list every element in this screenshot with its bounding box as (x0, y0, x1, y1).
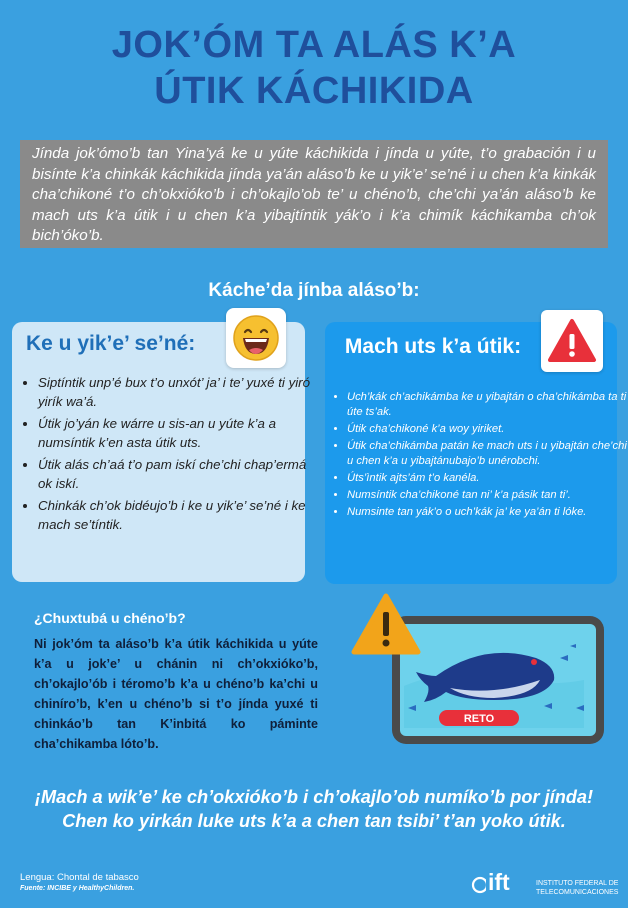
list-item: • Útik cha’chikámba patán ke mach uts i u yibajtán che’chi u chen k’a u yibajtánubajo’b unérobchi. (347, 439, 627, 469)
list-item: • Uch’kák ch’achikámba ke u yibajtán o cha’chikámba ta ti úte ts’ak. (347, 390, 627, 420)
logo-line-2: TELECOMUNICACIONES (536, 888, 619, 896)
list-item: • Chinkák ch’ok bidéujo’b i ke u yik’e’ se’né i ke mach se’tíntik. (38, 497, 314, 534)
question-title: ¿Chuxtubá u chéno’b? (34, 610, 186, 626)
bad-practices-list (329, 390, 627, 522)
list-item: • Útik alás ch’aá t’o pam iskí che’chi chap’ermá ok iskí. (38, 456, 314, 493)
title-line-2: ÚTIK KÁCHIKIDA (154, 70, 474, 112)
ift-logo-mark (470, 873, 486, 897)
good-practices-list (20, 374, 314, 538)
list-item: • Úts’ìntik ajts’ám t’o kanéla. (347, 471, 627, 486)
laughing-face-icon (226, 308, 286, 368)
warning-icon (541, 310, 603, 372)
list-item: • Útik cha’chikoné k’a woy yiriket. (347, 422, 627, 437)
ift-logo-text (536, 880, 618, 897)
closing-line-2: Chen ko yirkán luke uts k’a a chen tan tsibi’ t’an yoko útik. (62, 811, 566, 831)
closing-message (0, 786, 628, 832)
good-practices-heading: Ke u yik’e’ se’né: (26, 332, 196, 355)
reto-label: RETO (463, 713, 495, 725)
language-label: Lengua: Chontal de tabasco (20, 872, 139, 883)
bad-practices-heading: Mach uts k’a útik: (344, 335, 522, 358)
logo-line-1: INSTITUTO FEDERAL DE (536, 880, 619, 887)
title-line-1: JOK’ÓM TA ALÁS K’A (111, 24, 517, 66)
ift-logo: ift (488, 869, 510, 895)
list-item: • Siptíntik unp’é bux t’o unxót’ ja’ i te’ yuxé ti yiró yirík wa’á. (38, 374, 314, 411)
section-subheading: Káche’da jínba aláso’b: (208, 280, 420, 301)
list-item: • Útik jo’yán ke wárre u sis-an u yúte k’a a numsíntik k’en asta útik uts. (38, 415, 314, 452)
question-body: Ni jok’óm ta aláso’b k’a útik káchikida u yúte k’a u jok’e’ u chánin ni ch’okxióko’b, ch’okajlo’ób i téromo’b k’a u chéno’b ka’chi u chiníro’b, k’en u chéno’b si t’o jínda yuxé ti chinkáo’b tan K’inbitá ko páminte cha’chikamba lóto’b. (34, 637, 318, 751)
whale-phone-illustration (344, 588, 610, 748)
intro-paragraph: Jínda jok’ómo’b tan Yina’yá ke u yúte káchikida i jínda u yúte, t’o grabación i u bisínte k’a chinkák káchikida jínda ya’án aláso’b ke u yik’e’ se’né i u chen k’a kinkák cha’chikoné t’o ch’okxióko’b i ch’okajlo’ob te’ u chéno’b, che’chi ya’án aláso’b ke mach uts k’a útik i u chen k’a yibajtíntik yák’o i k’a chimík káchikamba ch’ok bich’óko’b. (20, 140, 608, 248)
closing-line-1: ¡Mach a wik’e’ ke ch’okxióko’b i ch’okajlo’ob numíko’b por jínda! (34, 787, 594, 807)
source-label: Fuente: INCIBE y HealthyChildren. (20, 885, 135, 892)
page-title (0, 22, 628, 114)
list-item: • Numsíntik cha’chikoné tan ni’ k’a pásik tan ti’. (347, 488, 627, 503)
list-item: • Numsinte tan yák’o o uch’kák ja’ ke ya’án ti lóke. (347, 505, 627, 520)
